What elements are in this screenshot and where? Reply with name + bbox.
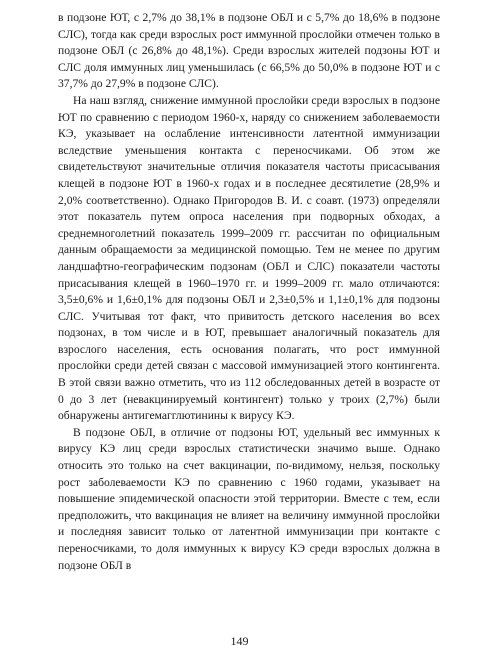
paragraph-analysis: На наш взгляд, снижение иммунной прослойки среди взрослых в подзоне ЮТ по сравнению с периодом 1960-х, наряду со снижением заболеваемости КЭ, указывает на ослабление интенсивности латентной иммунизации вследствие уменьшения контакта с переносчиками. Об этом же свидетельствуют значительные отличия показателя частоты присасывания клещей в подзоне ЮТ в 1960-х годах и в последнее десятилетие (28,9% и 2,0% соответственно). Однако Пригородов В. И. с соавт. (1973) определяли этот показатель путем опроса населения при подворных обходах, а среднемноголетний показатель 1999–2009 гг. рассчитан по официальным данным обращаемости за медицинской помощью. Тем не менее по другим ландшафтно-географическим подзонам (ОБЛ и СЛС) показатели частоты присасывания клещей в 1960–1970 гг. и 1999–2009 гг. мало отличаются: 3,5±0,6% и 1,6±0,1% для подзоны ОБЛ и 2,3±0,5% и 1,1±0,1% для подзоны СЛС. Учитывая тот факт, что привитость детского населения во всех подзонах, в том числе и в ЮТ, превышает аналогичный показатель для взрослого населения, есть основания полагать, что рост иммунной прослойки среди детей связан с массовой иммунизацией этого контингента. В этой связи важно отметить, что из 112 обследованных детей в возрасте от 0 до 3 лет (невакцинируемый контингент) только у троих (2,7%) были обнаружены антигемагглютинины к вирусу КЭ. — [58, 93, 440, 423]
body-text — [58, 10, 440, 574]
paragraph-obl-subzone: В подзоне ОБЛ, в отличие от подзоны ЮТ, удельный вес иммунных к вирусу КЭ лиц среди взрослых статистически значимо выше. Однако относить это только на счет вакцинации, по-видимому, нельзя, поскольку рост заболеваемости КЭ по сравнению с 1960 годами, указывает на повышение эпидемической опасности этой территории. Вместе с тем, если предположить, что вакцинация не влияет на величину иммунной прослойки и последняя зависит только от латентной иммунизации при контакте с переносчиками, то доля иммунных к вирусу КЭ среди взрослых должна в подзоне ОБЛ в — [58, 425, 440, 572]
paragraph-continuation: в подзоне ЮТ, с 2,7% до 38,1% в подзоне ОБЛ и с 5,7% до 18,6% в подзоне СЛС), тогда как среди взрослых рост иммунной прослойки отмечен только в подзоне ОБЛ (с 26,8% до 48,1%). Среди взрослых жителей подзоны ЮТ и СЛС доля иммунных лиц уменьшилась (с 66,5% до 50,0% в подзоне ЮТ и с 37,7% до 27,9% в подзоне СЛС). — [58, 11, 440, 91]
page-number: 149 — [230, 634, 249, 648]
